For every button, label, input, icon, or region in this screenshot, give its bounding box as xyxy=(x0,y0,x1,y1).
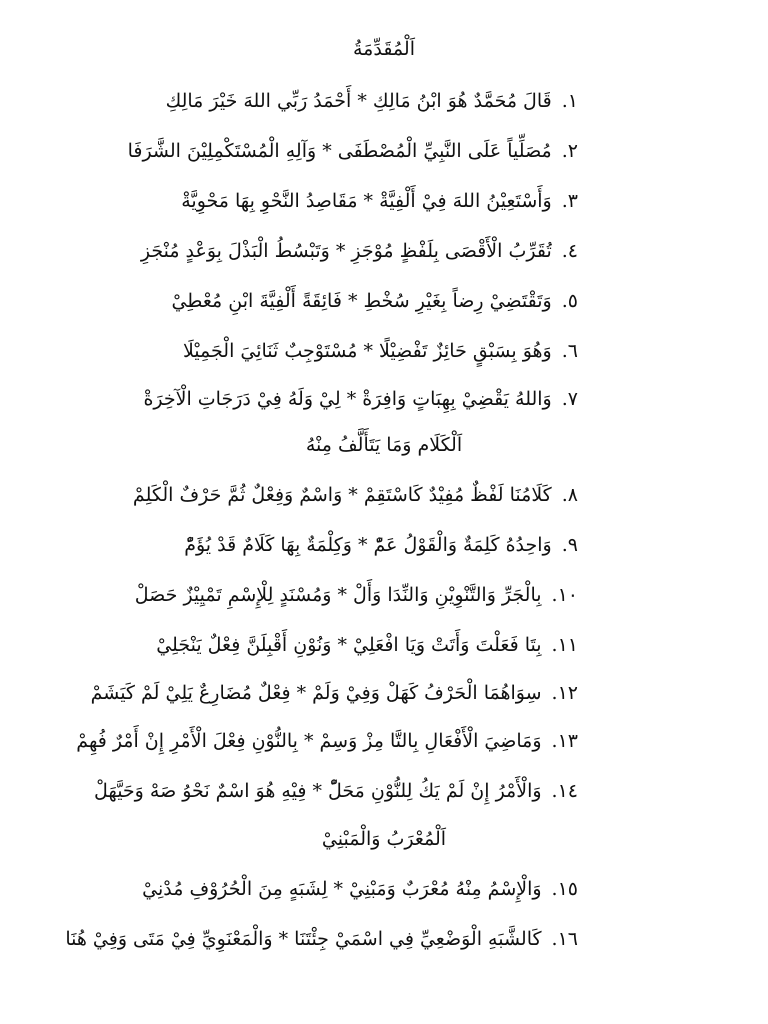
verse-15 xyxy=(142,876,578,902)
verse-text: وَالْأَمْرُ إِنْ لَمْ يَكُ لِلنُّوْنِ مَحَلّْ * فِيْهِ هُوَ اسْمٌ نَحْوُ صَهْ وَحَيَّهَلْ xyxy=(94,780,542,802)
heading-murab-mabni: اَلْمُعْرَبُ وَالْمَبْنِيْ xyxy=(321,828,447,850)
verse-3 xyxy=(170,188,578,214)
verse-2 xyxy=(127,138,578,164)
verse-number: ١٥. xyxy=(551,878,578,900)
verse-text: وَالْإِسْمُ مِنْهُ مُعْرَبٌ وَمَبْنِيْ * لِشَبَهٍ مِنَ الْحُرُوْفِ مُدْنِيْ xyxy=(142,878,542,900)
verse-11 xyxy=(156,632,578,658)
verse-number: ١٤. xyxy=(551,780,578,802)
verse-text: بِالْجَرِّ وَالتَّنْوِيْنِ وَالنِّدَا وَأَلْ * وَمُسْنَدٍ لِلْإِسْمِ تَمْيِيْزٌ حَصَلْ xyxy=(134,584,542,606)
verse-number: ١. xyxy=(561,90,578,112)
verse-text: وَمَاضِيَ الْأَفْعَالِ بِالتَّا مِزْ وَسِمْ * بِالنُّوْنِ فِعْلَ الْأَمْرِ إِنْ أَمْرٌ فُهِمْ xyxy=(76,730,542,752)
verse-1 xyxy=(165,88,578,114)
verse-12 xyxy=(90,680,578,706)
verse-number: ٩. xyxy=(561,534,578,556)
verse-text: كَالشَّبَهِ الْوَضْعِيِّ فِي اسْمَيْ جِئْتَنَا * وَالْمَعْنَوِيِّ فِيْ مَتَى وَفِيْ هُنَا xyxy=(65,928,542,950)
verse-text: كَلَامُنَا لَفْظٌ مُفِيْدٌ كَاسْتَقِمْ * وَاسْمٌ وَفِعْلٌ ثُمَّ حَرْفٌ الْكَلِمْ xyxy=(132,484,552,506)
verse-number: ١٣. xyxy=(551,730,578,752)
verse-number: ١١. xyxy=(551,634,578,656)
verse-number: ٧. xyxy=(561,388,578,410)
verse-text: وَأَسْتَعِيْنُ اللهَ فِيْ أَلْفِيَّةْ * مَقَاصِدُ النَّحْوِ بِهَا مَحْوِيَّةْ xyxy=(181,190,552,212)
verse-number: ٦. xyxy=(561,340,578,362)
verse-10 xyxy=(134,582,578,608)
verse-number: ٤. xyxy=(561,240,578,262)
verse-13 xyxy=(76,728,578,754)
verse-text: تُقَرِّبُ الْأَقْصَى بِلَفْظٍ مُوْجَزِ * وَتَبْسُطُ الْبَذْلَ بِوَعْدٍ مُنْجَزِ xyxy=(140,240,552,262)
verse-text: بِتَا فَعَلْتَ وَأَتَتْ وَيَا افْعَلِيْ * وَنُوْنِ أَقْبِلَنَّ فِعْلٌ يَنْجَلِيْ xyxy=(156,634,542,656)
verse-number: ١٠. xyxy=(551,584,578,606)
verse-text: سِوَاهُمَا الْحَرْفُ كَهَلْ وَفِيْ وَلَمْ * فِعْلٌ مُضَارِعٌ يَلِيْ لَمْ كَيَشَمْ xyxy=(90,682,542,704)
verse-7 xyxy=(143,386,578,412)
verse-text: وَاحِدُهُ كَلِمَةٌ وَالْقَوْلُ عَمّْ * وَكِلْمَةٌ بِهَا كَلَامٌ قَدْ يُؤَمّْ xyxy=(184,534,552,556)
verse-text: وَتَقْتَضِيْ رِضاً بِغَيْرِ سُخْطِ * فَائِقَةً أَلْفِيَّةَ ابْنِ مُعْطِيْ xyxy=(171,290,552,312)
heading-kalam: اَلْكَلَام وَمَا يَتَأَلَّفُ مِنْهُ xyxy=(305,434,463,456)
verse-number: ٥. xyxy=(561,290,578,312)
verse-9 xyxy=(170,532,578,558)
verse-number: ٨. xyxy=(561,484,578,506)
verse-number: ١٢. xyxy=(551,682,578,704)
verse-4 xyxy=(140,238,578,264)
verse-text: وَاللهُ يَقْضِيْ بِهِبَاتٍ وَافِرَةْ * لِيْ وَلَهُ فِيْ دَرَجَاتِ الْآخِرَةْ xyxy=(143,388,552,410)
verse-16 xyxy=(65,926,578,952)
verse-number: ٢. xyxy=(561,140,578,162)
verse-text: قَالَ مُحَمَّدٌ هُوَ ابْنُ مَالِكِ * أَحْمَدُ رَبِّي اللهَ خَيْرَ مَالِكِ xyxy=(165,90,552,112)
verse-14 xyxy=(94,778,578,804)
verse-6 xyxy=(170,338,578,364)
verse-number: ٣. xyxy=(561,190,578,212)
verse-number: ١٦. xyxy=(551,928,578,950)
verse-8 xyxy=(132,482,578,508)
verse-5 xyxy=(170,288,578,314)
verse-text: وَهُوَ بِسَبْقٍ حَائِزٌ تَفْضِيْلًا * مُسْتَوْجِبٌ ثَنَائِيَ الْجَمِيْلَا xyxy=(182,340,552,362)
heading-muqaddimah: اَلْمُقَدِّمَةُ xyxy=(352,38,415,60)
verse-text: مُصَلِّياً عَلَى النَّبِيِّ الْمُصْطَفَى * وَآلِهِ الْمُسْتَكْمِلِيْنَ الشَّرَفَا xyxy=(127,140,552,162)
